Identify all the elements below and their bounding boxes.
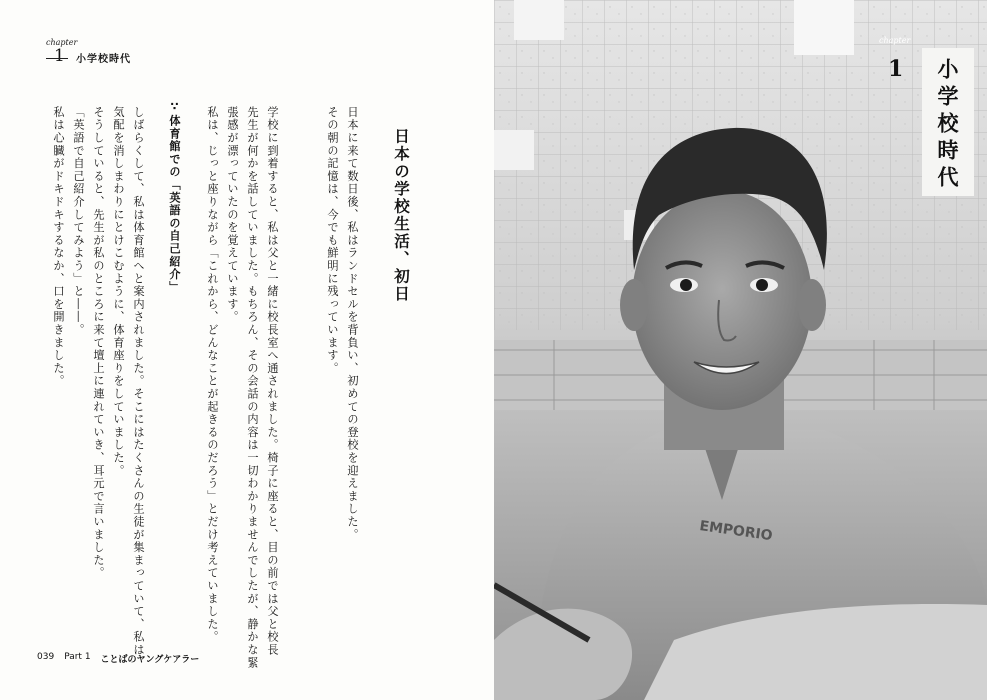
text-line: しばらくして、私は体育館へと案内されました。そこにはたくさんの生徒が集まっていて、私は (132, 106, 145, 657)
chapter-number: 1 (888, 56, 904, 82)
book-title: ことばのヤングケアラー (100, 655, 200, 665)
paragraph-2 (202, 106, 282, 669)
chapter-title: 小学校時代 (935, 58, 959, 193)
boy-portrait-photo (494, 0, 987, 700)
page-footer (37, 652, 199, 665)
running-head-title: 小学校時代 (76, 54, 131, 65)
page-number: 039 (37, 652, 55, 662)
text-line: 気配を消しまわりにとけこむように、体育座りをしていました。 (112, 106, 125, 478)
paragraph-1 (322, 106, 362, 541)
subheading (164, 100, 184, 294)
text-line: 私は、じっと座りながら「これから、どんなことが起きるのだろう」とだけ考えていました。 (206, 106, 219, 644)
text-line: そうしていると、先生が私のところに来て壇上に連れていき、耳元で言いました。 (92, 106, 105, 580)
right-page (494, 0, 987, 700)
subheading-text: ∵体育館での「英語の自己紹介」 (168, 100, 181, 294)
text-line: 先生が何かを話していました。もちろん、その会話の内容は一切わかりませんでしたが、静かな緊 (246, 106, 259, 670)
text-line: 張感が漂っていたのを覚えています。 (226, 106, 239, 324)
svg-text:EMPORIO: EMPORIO (698, 518, 774, 545)
text-line: 私は心臓がドキドキするなか、口を開きました。 (52, 106, 65, 388)
text-line: その朝の記憶は、今でも鮮明に残っています。 (326, 106, 339, 375)
text-line: 「英語で自己紹介してみよう」と――。 (72, 106, 85, 337)
running-head-number: 1 (54, 46, 65, 66)
text-line: 日本に来て数日後、私はランドセルを背負い、初めての登校を迎えました。 (346, 106, 359, 542)
running-head-chapter-word: chapter (46, 38, 78, 47)
part-label: Part 1 (64, 652, 91, 662)
text-line: 学校に到着すると、私は父と一緒に校長室へ通されました。椅子に座ると、目の前では父と校長 (266, 106, 279, 657)
running-head-rule (46, 58, 68, 59)
paragraph-3 (48, 106, 148, 656)
section-heading: 日本の学校生活、初日 (392, 128, 410, 303)
chapter-word: chapter (879, 36, 911, 45)
